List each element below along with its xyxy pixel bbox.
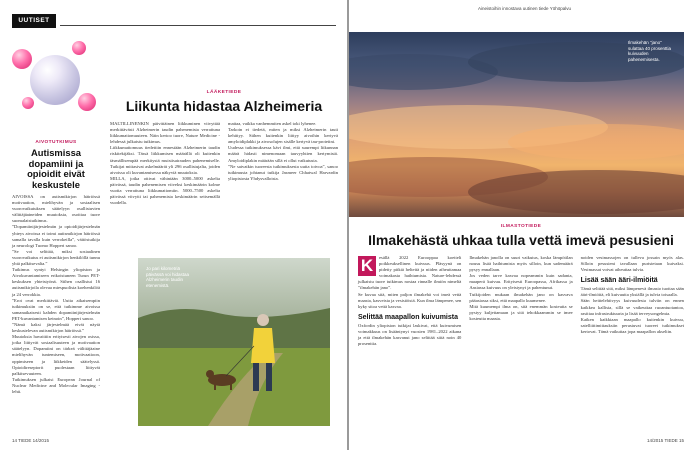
- molecule-illustration: [12, 35, 100, 140]
- article-paragraph: Kaiken kaikkiaan maapallo kuitenkin kuivuu, satelliittimittauksiin perustuvat tuoreet tutkimukset kertovat. Tämä vaikuttaa jopa maapallon akseliin.: [580, 316, 684, 334]
- article-title: Ilmakehästä uhkaa tulla vettä imevä pesusieni: [368, 232, 674, 248]
- photo-caption: Ilmakehän "jano" sulattaa 40 prosenttia kuivuuden pahenemisesta.: [628, 40, 672, 62]
- article-paragraph: Tämä selittää sitä, miksi lämpenevä ilmasto tuottaa sään ääri-ilmiöitä, eli kuivuutta yksiällä ja tulvia toisaalla.: [580, 286, 684, 298]
- article-paragraph: Jos veden tarve kasvaa nopeammin kuin sadanta, maaperä kuivuu. Erityisesti Euroopassa, Afrikassa ja Aasiassa kuivuus on yleistynyt ja pahentunut.: [469, 273, 573, 291]
- main-article-left: [110, 90, 338, 206]
- sidebar-paragraph: ”Se voi selittää, miksi sosiaalinen vuorovaikutus ei autismikirjon henkilöllä tunnu yhtä palkitsevalta.”: [12, 248, 100, 267]
- article-paragraph: Liikkumattomuus tiedettiin ennestään Alzheimerin taudin riskitekijäksi. Tässä liikkumisen määrällä oli kuitenkin täsmällisempää merkitystä muistisairauden pahenemiselle. Tutkijat mittasivat askelmäärät yli 296 osallistujalta, joiden aivoissa oli kuvantamisessa näkyviä muutoksia.: [110, 145, 220, 175]
- article-paragraph: Uudessa tutkimuksessa kävi ilmi, että suurempi liikunnan määrä hidasti nimenomaan tauvyyhtien kertymistä. Amyloidiplakin määrään sillä ei ollut vaikutusta.: [228, 145, 338, 163]
- article-paragraph: Tutkijoiden mukaan ilmakehän jano on kasvava pääasiassa siksi, että maapallo kuumenee.: [469, 291, 573, 303]
- sunset-photo: [348, 32, 684, 217]
- article-paragraph: MILLA, jotka ottivat vähintään 3000–5000 askelta päivässä, taudin pahenemisen viiveksi keskimäärin kolme vuotta verrattuna liikkumattomiin. 5000–7500 askelta päivässä viivytti tai pahenemista keskimäärin seitsemällä vuodella.: [110, 175, 220, 206]
- molecule-ball: [72, 41, 86, 55]
- right-page: [348, 0, 696, 450]
- article-paragraph: ”Ne saivatkin tuoreesta tutkimuksesta uutta toivoa”, sanoo tutkimusta johtanut tutkija Jasmeer Chhatwal Harvardin yliopistosta Yhdysvalloista.: [228, 163, 338, 181]
- drop-cap: K: [358, 256, 376, 276]
- article-paragraph: Se kuvaa sitä, miten paljon ilmakehä voi imeä vettä maasta, kasveista ja vesistöistä. Kun ilma lämpenee, sen kyky sitoa vettä kasvaa.: [358, 291, 462, 309]
- article-paragraph: Mitä kuumempi ilma on, sitä enemmän kosteutta se pystyy kuljettamaan ja sitä tehokkaammin se imee kosteutta maasta.: [469, 303, 573, 321]
- article-column: [110, 121, 220, 206]
- molecule-ball: [78, 93, 96, 111]
- article-paragraph: Tarkoin ei tiedetä, miten ja miksi Alzheimerin tauti kehittyy. Siihen kuitenkin liittyy aivoihin kertyvä amyloidiplakki ja aivosolujen sisälle kertyvä tau-proteiini.: [228, 127, 338, 145]
- section-tag: UUTISET: [12, 14, 56, 28]
- article-paragraph: Sään heittelehtivyys kuivuudesta tulviin on ennen kaikkea kallista, sillä se vaikeuttaa ruoantuotantoa, rasittaa infrastruktuuria ja lisää terveysongelmia.: [580, 298, 684, 316]
- sidebar-paragraph: AIVOISSA on autismikirjon häiriössä motivaation, mielihyvän ja sosiaalisen vuorovaikutuksen säätelyyn osallistuvien välittäjäaineiden muutoksia, osoittaa tuore suomalaistutkimus.: [12, 194, 100, 224]
- article-columns: [110, 121, 338, 206]
- sphere: [30, 55, 80, 105]
- main-article-right: [358, 224, 684, 347]
- page-spine: [347, 0, 349, 450]
- page-footer: 14 TIEDE 14/2015: [12, 438, 49, 443]
- article-column: [581, 255, 684, 347]
- article-paragraph: esällä 2022 Eurooppaa koetteli poikkeuksellinen kuivuus. Pläsyynä on pidetty pitkiä helteitä ja niiden aiheuttamaa voimakasta haihtumista. Nature-lehdessä julkaistu tuore tutkimus nostaa rinnalle ilmiön nimeltä ”ilmakehän jano”.: [358, 255, 462, 291]
- walking-dog-photo: [138, 258, 330, 426]
- article-paragraph: mattaa, vaikka vanhemmiten askel toki lyhenee.: [228, 121, 317, 126]
- sidebar-topic: AIVOTUTKIMUS: [35, 140, 77, 145]
- article-column: [228, 121, 338, 206]
- article-paragraph: Oxfordin yliopiston tutkijat laskivat, että kuivumisen voimakkuus on lisääntynyt vuosien 1981–2022 aikana ja että ilmakehän kasvanut jano selittää siitä noin 40 prosenttia.: [358, 322, 462, 347]
- article-column: [469, 255, 572, 347]
- molecule-ball: [22, 97, 34, 109]
- sidebar-title: Autismissa dopamiini ja opioidit eivät keskustele: [27, 147, 85, 190]
- article-paragraph: Ilmakehän janolla on suuri vaikutus, koska lämpötilan nousu lisää haihtumista myös silloin, kun sademäärä pysyy ennallaan.: [469, 255, 573, 273]
- sidebar-paragraph: Tutkimus syntyi Helsingin yliopiston ja Aivokuvantamiseen erikoistuneen Turun PET-keskuksen yhteistyönä. Siihen osallistui 16 autismikirjoila olevaa miespuolista koehenkilöä ja 24 verrokkia.: [12, 267, 100, 297]
- article-subhead: Lisää sään ääri-ilmiöitä: [580, 277, 658, 285]
- sidebar-paragraph: ”Erot ovat merkittäviä. Uutta aikaisempiin tutkimuksiin on se, että tutkimme aivoissa samanaikaisesti kahden dopamiinijärjestelmän PET-kuvantamisen keinoin”, Hopperi sanoo.: [12, 297, 100, 321]
- article-title: Liikunta hidastaa Alzheimeria: [125, 98, 323, 114]
- photo-caption: Jo pari kilometriä päivässä voi hidastaa Alzheimerin taudin etenemistä.: [146, 266, 190, 288]
- molecule-ball: [12, 49, 32, 69]
- sidebar-paragraph: ”Dopamiinijärjestelmän ja opioidijärjestelmän yhteys aivoissa ei toimi autismikirjon häiriössä samalla tavalla kuin verrokeilla”, väitöstutkija ja neurologi Tuomo Hopperi sanoo.: [12, 224, 100, 248]
- page-footer: 14/2015 TIEDE 15: [647, 438, 684, 443]
- sidebar-paragraph: ”Nämä kaksi järjestelmää eivät näytä keskustelevan autismikirjon häiriössä.”: [12, 321, 100, 334]
- article-subhead: Selittää maapallon kuivumista: [358, 313, 458, 321]
- sidebar-paragraph: Tutkimuksen julkaisi European Journal of Nuclear Medicine and Molecular Imaging -lehti.: [12, 376, 100, 394]
- sidebar-paragraph: Muutoksia havaittiin erityisesti aivojen osissa, jotka liittyvät sosiaalisuuteen ja motivaation säätelyyn. Dopamiini on tärkeä välittäjäaine mielihyvän tuntemiseen, motivaatioon, oppimiseen ja liikkeiden säätelyssä. Opioidireseptorit puolestaan liittyvät palkitsevuuteen.: [12, 334, 100, 376]
- header-note: Aineistoihin innostava uutinen tiede Yöhöpalvu: [478, 6, 571, 11]
- sidebar-article: [12, 35, 100, 395]
- article-topic: ILMASTOTIEDE: [500, 224, 542, 229]
- article-topic: LÄÄKETIEDE: [206, 90, 242, 95]
- article-paragraph: noiden vesimassojen on tulleva jossain myös alas. Silloin pesusieni tavallaan puristetaan kuivaksi. Vesimassat voivat aiheuttaa tulvia.: [580, 255, 684, 273]
- article-paragraph: MALTILLINENKIN päivittäinen liikkuminen viivyttää merkittävästi Alzheimerin taudin pahenemista verrattuna liikkumattomuuteen. Näin kertoo tuore, Nature Medicine -lehdessä julkaistu tutkimus.: [110, 121, 220, 145]
- top-rule: [60, 25, 336, 26]
- article-columns: [358, 255, 684, 347]
- article-column: [358, 255, 461, 347]
